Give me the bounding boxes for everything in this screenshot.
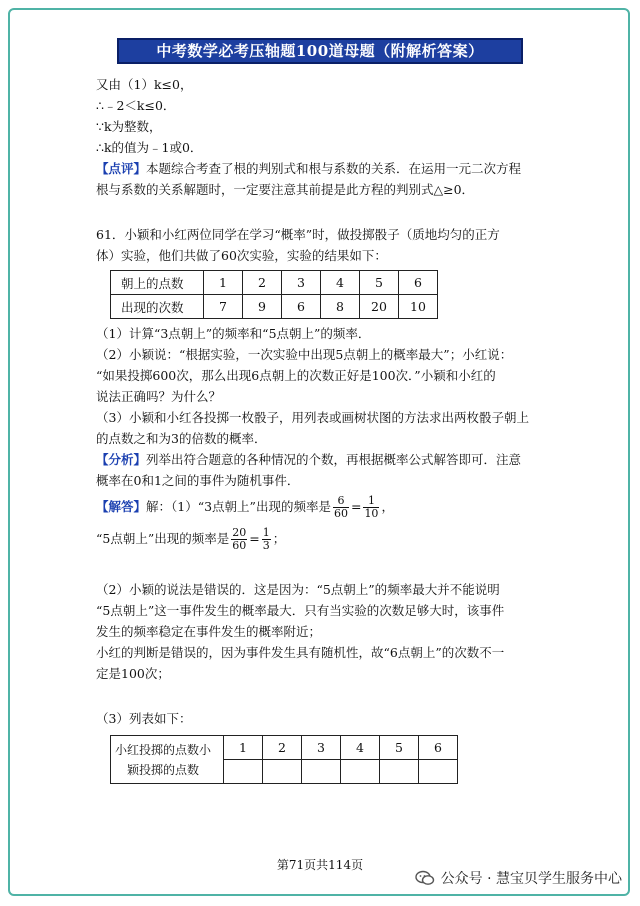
table-cell: 5 — [380, 736, 419, 760]
comment-tag: 【点评】 — [96, 161, 147, 176]
part3-line: （3）列表如下： — [96, 711, 192, 726]
sub-question-3-line-2: 的点数之和为3的倍数的概率． — [96, 431, 267, 446]
table-cell — [341, 760, 380, 784]
table-cell — [419, 760, 458, 784]
fraction — [231, 527, 247, 552]
analysis-line-2: 概率在0和1之间的事件为随机事件． — [96, 473, 300, 488]
fraction — [363, 495, 379, 520]
solution-tag: 【解答】 — [96, 499, 147, 514]
punctuation: ； — [272, 531, 286, 546]
comment-text-1: 本题综合考查了根的判别式和根与系数的关系．在运用一元二次方程 — [146, 161, 522, 176]
table-cell — [224, 760, 263, 784]
sum-list-table — [110, 735, 458, 784]
table-cell: 20 — [360, 295, 399, 319]
sub-question-2-line-1: （2）小颖说：“根据实验，一次实验中出现5点朝上的概率最大”；小红说： — [96, 347, 513, 362]
table-cell: 4 — [321, 271, 360, 295]
q61-line-1: 61．小颖和小红两位同学在学习“概率”时，做投掷骰子（质地均匀的正方 — [96, 227, 500, 242]
table-cell: 7 — [204, 295, 243, 319]
equals-sign: = — [350, 499, 362, 514]
q61-line-2: 体）实验，他们共做了60次实验，实验的结果如下： — [96, 248, 387, 263]
fraction-denominator: 10 — [364, 507, 379, 520]
part2-line-3: 发生的频率稳定在事件发生的概率附近； — [96, 624, 322, 639]
table-cell: 3 — [282, 271, 321, 295]
analysis-tag: 【分析】 — [96, 452, 147, 467]
solution-text-1: 解：（1）“3点朝上”出现的频率是 — [146, 499, 331, 514]
wechat-watermark — [415, 868, 622, 888]
fraction — [262, 527, 271, 552]
sub-question-2-line-2: “如果投掷600次，那么出现6点朝上的次数正好是100次．”小颖和小红的 — [96, 368, 496, 383]
fraction-numerator: 20 — [232, 526, 247, 539]
table-cell: 6 — [399, 271, 438, 295]
table-cell — [263, 760, 302, 784]
dice-results-table — [110, 270, 438, 319]
table-cell: 9 — [243, 295, 282, 319]
sub-question-3-line-1: （3）小颖和小红各投掷一枚骰子，用列表或画树状图的方法求出两枚骰子朝上 — [96, 410, 529, 425]
document-body — [96, 74, 556, 784]
table-cell: 4 — [341, 736, 380, 760]
table-cell: 10 — [399, 295, 438, 319]
corner-label-top: 小红投掷的点数小 — [115, 742, 212, 757]
analysis-line-1 — [96, 449, 556, 470]
table-row — [111, 295, 438, 319]
fraction-denominator: 60 — [232, 539, 247, 552]
table-cell: 1 — [204, 271, 243, 295]
table-cell: 2 — [243, 271, 282, 295]
table-cell: 3 — [302, 736, 341, 760]
sub-question-2-line-3: 说法正确吗？为什么？ — [96, 389, 222, 404]
table-cell: 出现的次数 — [111, 295, 204, 319]
corner-label-bottom: 颖投掷的点数 — [127, 762, 200, 777]
spacer — [96, 555, 556, 579]
solution-text-2: “5点朝上”出现的频率是 — [96, 531, 230, 546]
equals-sign: = — [249, 531, 260, 546]
part2-line-2: “5点朝上”这一事件发生的概率最大．只有当实验的次数足够大时，该事件 — [96, 603, 505, 618]
solution-line-2 — [96, 523, 556, 555]
solution-line-1 — [96, 491, 556, 523]
comment-line-1 — [96, 158, 556, 179]
part2-line-5: 定是100次； — [96, 666, 170, 681]
analysis-text-1: 列举出符合题意的各种情况的个数，再根据概率公式解答即可．注意 — [146, 452, 522, 467]
punctuation: ， — [381, 499, 394, 514]
table-corner-cell — [111, 736, 224, 784]
wechat-icon — [415, 870, 435, 886]
watermark-text: 公众号 · 慧宝贝学生服务中心 — [440, 871, 622, 887]
table-cell: 1 — [224, 736, 263, 760]
prev-line-4: ∴k的值为﹣1或0． — [96, 140, 203, 155]
table-cell: 6 — [282, 295, 321, 319]
table-cell: 朝上的点数 — [111, 271, 204, 295]
fraction-denominator: 3 — [262, 539, 270, 552]
table-cell: 8 — [321, 295, 360, 319]
page-number-footer: 第71页共114页 — [276, 858, 364, 872]
fraction-numerator: 6 — [333, 495, 349, 508]
part2-line-4: 小红的判断是错误的，因为事件发生具有随机性，故“6点朝上”的次数不一 — [96, 645, 505, 660]
table-cell: 6 — [419, 736, 458, 760]
table-row — [111, 271, 438, 295]
prev-line-2: ∴﹣2＜k≤0． — [96, 98, 176, 113]
fraction-numerator: 1 — [363, 495, 379, 508]
sub-question-1: （1）计算“3点朝上”的频率和“5点朝上”的频率． — [96, 326, 371, 341]
page-title-banner: 中考数学必考压轴题100道母题（附解析答案） — [117, 38, 523, 64]
spacer — [96, 684, 556, 708]
table-cell — [380, 760, 419, 784]
fraction-numerator: 1 — [262, 526, 270, 539]
table-row — [111, 736, 458, 760]
table-cell: 5 — [360, 271, 399, 295]
prev-line-3: ∵k为整数， — [96, 119, 162, 134]
prev-line-1: 又由（1）k≤0， — [96, 77, 193, 92]
table-cell: 2 — [263, 736, 302, 760]
fraction-denominator: 60 — [333, 507, 348, 520]
table-cell — [302, 760, 341, 784]
fraction — [333, 495, 349, 520]
part2-line-1: （2）小颖的说法是错误的．这是因为：“5点朝上”的频率最大并不能说明 — [96, 582, 500, 597]
comment-line-2: 根与系数的关系解题时，一定要注意其前提是此方程的判别式△≥0． — [96, 182, 475, 197]
spacer — [96, 200, 556, 224]
